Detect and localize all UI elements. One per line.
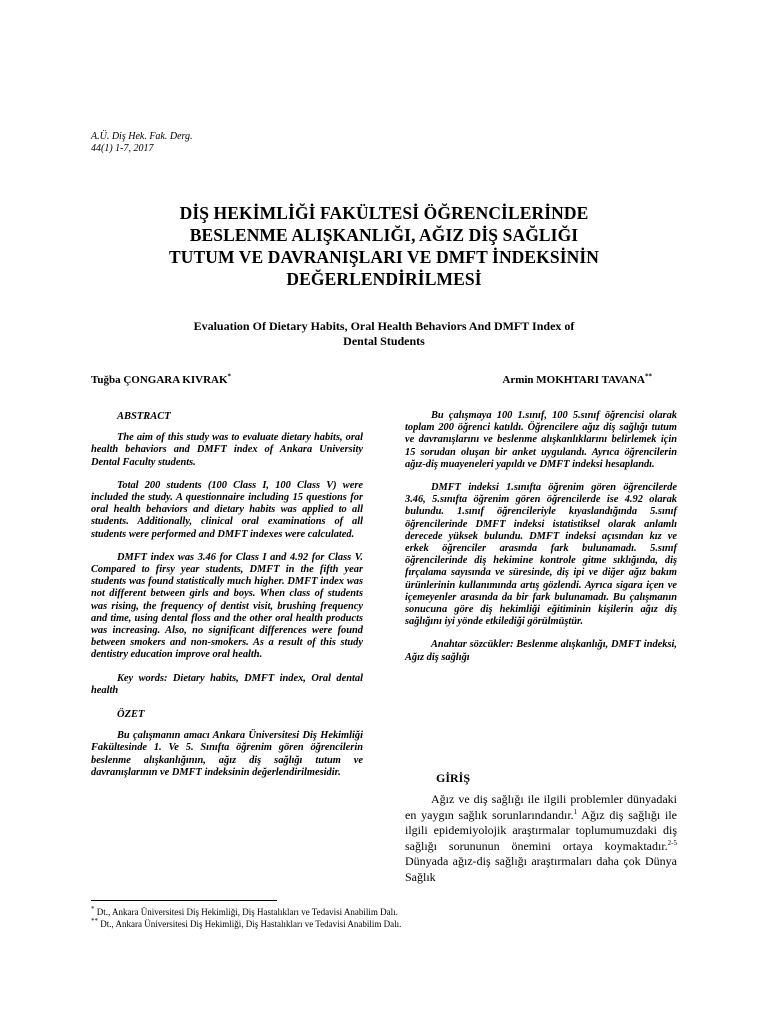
footnote-divider: [91, 900, 277, 901]
abstract-paragraph-3: DMFT index was 3.46 for Class I and 4.92 for Class V. Compared to firsy year students, DMFT in the fifth year students was found statistically much higher. DMFT index was not different between girls and boys. When class of students was rising, the frequency of dentist visit, brushing frequency and time, using dental floss and the other oral health products was increasing. Also, no significant differences were found between smokers and non-smokers. As a result of this study dentistry education improve oral health.: [91, 551, 363, 661]
title-english: [110, 319, 658, 349]
giris-text-c: Dünyada ağız-diş sağlığı araştırmaları daha çok Dünya Sağlık: [405, 854, 677, 884]
giris-text-a: Ağız ve diş sağlığı ile ilgili problemler dünyadaki en yaygın sağlık sorunlarındandır.: [405, 792, 677, 822]
ozet-keywords: Anahtar sözcükler: Beslenme alışkanlığı, DMFT indeksi, Ağız diş sağlığı: [405, 639, 677, 663]
giris-ref-2: 2-5: [667, 838, 677, 847]
footnote-1-mark: *: [91, 905, 95, 913]
title-english-line-2: Dental Students: [343, 334, 425, 348]
footnote-2-mark: **: [91, 917, 98, 925]
giris-heading: GİRİŞ: [436, 771, 471, 785]
author-second: [502, 374, 652, 386]
journal-citation: [91, 131, 193, 155]
abstract-paragraph-2: Total 200 students (100 Class I, 100 Class V) were included the study. A questionnaire including 15 questions for oral health behaviors and dietary habits was applied to all students. Additionally, clinical oral examinations of all students were performed and DMFT indexes were calculated.: [91, 479, 363, 540]
title-line-4: DEĞERLENDİRİLMESİ: [286, 269, 482, 289]
author-first-mark: *: [227, 372, 232, 381]
author-first-name: Tuğba ÇONGARA KIVRAK: [91, 374, 228, 386]
title-turkish: [80, 202, 688, 290]
ozet-paragraph-1: Bu çalışmaya 100 1.sınıf, 100 5.sınıf öğrencisi olarak toplam 200 öğrenci katıldı. Öğrencilere ağız diş sağlığı tutum ve davranışlarını ve beslenme alışkanlıklarını belirlemek için 15 sorudan oluşan bir anket uygulandı. Ayrıca öğrencilerin ağız-diş muayeneleri yapıldı ve DMFT indeksi hesaplandı.: [405, 410, 677, 470]
giris-ref-1: 1: [573, 807, 578, 816]
abstract-heading: ABSTRACT: [117, 411, 171, 422]
ozet-paragraph-2: DMFT indeksi 1.sınıfta öğrenim gören öğrencilerde 3.46, 5.sınıfta öğrenim gören öğrencilerde ise 4.92 olarak bulundu. 1.sınıf öğrencileriyle kıyaslandığında 5.sınıf öğrencilerinde DMFT indeksi istatistiksel olarak anlamlı derecede yüksek bulundu. DMFT indeksi açısından kız ve erkek öğrenciler arasında fark bulunamadı. 5.sınıf öğrencilerinde diş hekimine kontrole gitme sıklığında, diş fırçalama sayısında ve süresinde, diş ipi ve diğer ağız bakım ürünlerinin kullanımında artış gözlendi. Ayrıca sigara içen ve içemeyenler arasında da bir fark bulunamadı. Bu çalışmanın sonucuna göre diş hekimliği eğitiminin kişilerin ağız diş sağlığını iyi yönde etkilediği görülmüştür.: [405, 482, 677, 628]
title-english-line-1: Evaluation Of Dietary Habits, Oral Health Behaviors And DMFT Index of: [193, 319, 575, 333]
right-column: [405, 410, 677, 675]
title-line-2: BESLENME ALIŞKANLIĞI, AĞIZ DİŞ SAĞLIĞI: [189, 225, 579, 245]
title-line-3: TUTUM VE DAVRANIŞLARI VE DMFT İNDEKSİNİN: [168, 247, 600, 267]
giris-text-b: Ağız diş sağlığı ile ilgili epidemiyolojik araştırmalar toplumumuzdaki diş sağlığı sorununun önemini ortaya koymaktadır.: [405, 807, 677, 853]
giris-paragraph: [405, 792, 677, 886]
abstract-paragraph-1: The aim of this study was to evaluate dietary habits, oral health behaviors and DMFT index of Ankara University Dental Faculty students.: [91, 432, 363, 468]
abstract-keywords: Key words: Dietary habits, DMFT index, Oral dental health: [91, 672, 363, 696]
journal-volume: 44(1) 1-7, 2017: [91, 143, 154, 154]
footnote-2: [91, 919, 401, 930]
footnote-1-text: Dt., Ankara Üniversitesi Diş Hekimliği, Diş Hastalıkları ve Tedavisi Anabilim Dalı.: [94, 907, 398, 917]
footnote-2-text: Dt., Ankara Üniversitesi Diş Hekimliği, Diş Hastalıkları ve Tedavisi Anabilim Dalı.: [98, 919, 402, 929]
left-column: [91, 411, 363, 790]
ozet-heading: ÖZET: [117, 709, 145, 721]
journal-name: A.Ü. Diş Hek. Fak. Derg.: [91, 131, 193, 142]
footnote-1: [91, 907, 398, 918]
ozet-paragraph-intro: Bu çalışmanın amacı Ankara Üniversitesi Diş Hekimliği Fakültesinde 1. Ve 5. Sınıfta öğrenim gören öğrencilerin beslenme alışkanlığının, ağız diş sağlığı tutum ve davranışlarının ve DMFT indeksinin değerlendirilmesidir.: [91, 730, 363, 778]
author-first: [91, 374, 231, 386]
author-second-name: Armin MOKHTARI TAVANA: [502, 374, 645, 386]
author-second-mark: **: [645, 372, 652, 381]
title-line-1: DİŞ HEKİMLİĞİ FAKÜLTESİ ÖĞRENCİLERİNDE: [179, 203, 589, 223]
